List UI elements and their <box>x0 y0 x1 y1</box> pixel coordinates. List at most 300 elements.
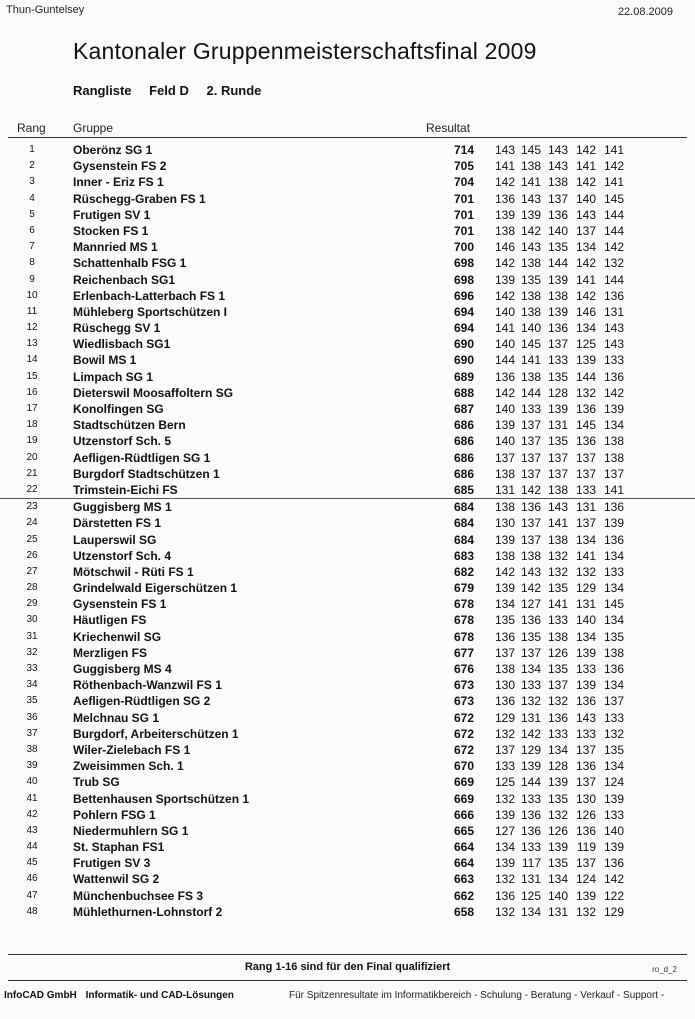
table-row <box>0 142 695 158</box>
row-rank: 9 <box>29 273 35 285</box>
row-group-name: Lauperswil SG <box>73 532 157 547</box>
row-score-5: 140 <box>603 823 624 838</box>
row-group-name: Gysenstein FS 1 <box>73 597 167 612</box>
row-score-3: 134 <box>547 742 568 757</box>
row-score-1: 142 <box>494 564 515 579</box>
row-score-1: 136 <box>494 369 515 384</box>
row-score-2: 133 <box>520 402 541 416</box>
row-score-1: 135 <box>494 613 515 628</box>
row-score-1: 132 <box>494 791 515 806</box>
table-row <box>0 352 695 368</box>
row-rank: 3 <box>29 176 35 188</box>
row-score-3: 139 <box>547 840 568 855</box>
table-row <box>0 807 695 823</box>
subtitle-field: Feld D <box>149 83 189 98</box>
table-row <box>0 239 695 255</box>
row-score-2: 137 <box>520 466 541 481</box>
row-score-3: 138 <box>547 175 568 190</box>
row-score-5: 138 <box>603 645 624 660</box>
row-total: 682 <box>453 564 474 579</box>
row-score-5: 135 <box>603 742 624 757</box>
row-rank: 44 <box>26 841 38 853</box>
row-score-2: 141 <box>520 175 541 190</box>
company-info <box>4 990 234 1001</box>
row-score-3: 134 <box>547 872 568 887</box>
row-group-name: Inner - Eriz FS 1 <box>73 175 164 190</box>
header-date: 22.08.2009 <box>617 6 673 18</box>
table-row <box>0 401 695 417</box>
row-score-3: 143 <box>547 159 568 174</box>
table-row <box>0 580 695 596</box>
row-score-3: 135 <box>547 856 568 871</box>
row-score-5: 142 <box>603 872 624 887</box>
row-score-4: 141 <box>575 548 596 563</box>
row-score-3: 136 <box>547 321 568 336</box>
row-group-name: Rüschegg SV 1 <box>73 321 161 336</box>
row-group-name: Rüschegg-Graben FS 1 <box>73 191 206 206</box>
row-score-4: 145 <box>575 418 596 433</box>
row-group-name: Trub SG <box>73 775 120 790</box>
table-row <box>0 288 695 304</box>
row-score-3: 140 <box>547 888 568 903</box>
row-group-name: Därstetten FS 1 <box>73 516 162 531</box>
row-score-4: 137 <box>575 516 596 531</box>
row-score-2: 142 <box>520 223 541 238</box>
row-score-4: 137 <box>575 856 596 871</box>
row-score-4: 140 <box>575 191 596 206</box>
row-score-1: 139 <box>494 807 515 822</box>
row-rank: 42 <box>26 808 38 820</box>
row-score-5: 122 <box>603 888 624 903</box>
row-score-3: 137 <box>547 191 568 206</box>
row-total: 664 <box>453 840 474 855</box>
row-score-2: 143 <box>520 564 541 579</box>
row-score-4: 139 <box>575 678 596 693</box>
row-score-2: 143 <box>520 191 541 206</box>
table-row <box>0 612 695 628</box>
row-score-4: 139 <box>575 645 596 660</box>
row-score-2: 138 <box>520 288 541 303</box>
row-score-1: 137 <box>494 645 515 660</box>
row-score-1: 142 <box>494 256 515 271</box>
table-row <box>0 661 695 677</box>
table-row <box>0 158 695 174</box>
table-row <box>0 548 695 564</box>
row-rank: 25 <box>26 533 38 545</box>
row-group-name: Erlenbach-Latterbach FS 1 <box>73 288 226 303</box>
row-score-2: 137 <box>520 450 541 465</box>
row-score-4: 126 <box>575 807 596 822</box>
row-total: 676 <box>453 662 474 676</box>
row-total: 684 <box>453 500 474 515</box>
table-row <box>0 223 695 239</box>
row-score-1: 141 <box>494 159 515 174</box>
row-rank: 11 <box>26 305 38 317</box>
table-row <box>0 304 695 320</box>
row-rank: 45 <box>26 857 38 869</box>
row-rank: 26 <box>26 549 38 561</box>
table-row <box>0 888 695 904</box>
column-header-result: Resultat <box>426 121 471 135</box>
row-score-1: 138 <box>494 548 515 563</box>
header-divider <box>8 137 687 138</box>
row-score-3: 143 <box>547 143 568 157</box>
row-score-4: 141 <box>575 159 596 174</box>
row-score-2: 129 <box>520 742 541 757</box>
row-score-1: 141 <box>494 321 515 336</box>
row-group-name: Kriechenwil SG <box>73 629 162 644</box>
row-score-4: 130 <box>575 791 596 806</box>
row-score-5: 131 <box>603 304 624 319</box>
row-total: 690 <box>453 337 474 352</box>
row-rank: 28 <box>26 582 38 594</box>
row-score-3: 138 <box>547 629 568 644</box>
row-rank: 14 <box>26 354 38 366</box>
row-score-3: 135 <box>547 434 568 449</box>
row-score-4: 142 <box>575 143 596 157</box>
column-header-rank: Rang <box>17 121 46 135</box>
row-rank: 40 <box>26 776 38 788</box>
row-score-3: 139 <box>547 272 568 287</box>
row-score-5: 145 <box>603 191 624 206</box>
row-rank: 27 <box>26 565 38 577</box>
row-group-name: Schattenhalb FSG 1 <box>73 256 187 271</box>
row-score-4: 136 <box>575 434 596 449</box>
row-rank: 10 <box>26 289 38 301</box>
row-score-3: 131 <box>547 418 568 433</box>
row-rank: 16 <box>26 386 38 398</box>
row-score-4: 137 <box>575 450 596 465</box>
row-total: 672 <box>453 726 474 741</box>
row-score-1: 136 <box>494 888 515 903</box>
row-score-4: 137 <box>575 466 596 481</box>
row-score-3: 126 <box>547 645 568 660</box>
row-score-3: 141 <box>547 597 568 612</box>
row-score-1: 127 <box>494 823 515 838</box>
row-score-5: 132 <box>603 256 624 271</box>
row-total: 678 <box>453 613 474 628</box>
row-score-4: 136 <box>575 759 596 774</box>
row-total: 698 <box>453 256 474 271</box>
footer-divider-bottom <box>8 980 687 981</box>
row-score-2: 137 <box>520 516 541 531</box>
row-score-1: 138 <box>494 662 515 676</box>
table-row <box>0 839 695 855</box>
row-total: 694 <box>453 304 474 319</box>
company-name: InfoCAD GmbH <box>4 990 77 1001</box>
row-group-name: Münchenbuchsee FS 3 <box>73 888 204 903</box>
row-score-1: 130 <box>494 516 515 531</box>
row-group-name: Pohlern FSG 1 <box>73 807 156 822</box>
row-score-4: 125 <box>575 337 596 352</box>
row-score-4: 137 <box>575 742 596 757</box>
row-score-4: 133 <box>575 662 596 676</box>
row-score-4: 146 <box>575 304 596 319</box>
table-row <box>0 710 695 726</box>
row-total: 688 <box>453 385 474 400</box>
header-location: Thun-Guntelsey <box>6 4 85 16</box>
row-score-4: 136 <box>575 694 596 709</box>
row-score-2: 135 <box>520 629 541 644</box>
row-rank: 19 <box>26 435 38 447</box>
row-total: 658 <box>453 904 474 919</box>
row-group-name: Burgdorf, Arbeiterschützen 1 <box>73 726 239 741</box>
row-score-5: 139 <box>603 516 624 531</box>
row-score-3: 137 <box>547 337 568 352</box>
row-score-5: 134 <box>603 613 624 628</box>
row-score-2: 139 <box>520 207 541 222</box>
row-score-1: 132 <box>494 872 515 887</box>
row-score-2: 131 <box>520 872 541 887</box>
row-total: 684 <box>453 532 474 547</box>
row-total: 714 <box>453 143 474 157</box>
page-subtitle <box>73 83 275 98</box>
row-score-1: 143 <box>494 143 515 157</box>
row-group-name: Limpach SG 1 <box>73 369 154 384</box>
row-group-name: Röthenbach-Wanzwil FS 1 <box>73 678 222 693</box>
row-total: 700 <box>453 240 474 255</box>
row-score-3: 133 <box>547 353 568 368</box>
row-score-3: 139 <box>547 775 568 790</box>
row-total: 685 <box>453 482 474 497</box>
row-group-name: Aefligen-Rüdtligen SG 2 <box>73 694 211 709</box>
row-total: 669 <box>453 775 474 790</box>
row-score-1: 142 <box>494 385 515 400</box>
row-score-3: 133 <box>547 613 568 628</box>
row-group-name: Grindelwald Eigerschützen 1 <box>73 581 238 596</box>
table-row <box>0 515 695 531</box>
row-score-4: 133 <box>575 726 596 741</box>
row-score-3: 132 <box>547 807 568 822</box>
row-total: 678 <box>453 597 474 612</box>
table-row <box>0 450 695 466</box>
row-score-4: 139 <box>575 353 596 368</box>
row-score-4: 142 <box>575 175 596 190</box>
row-total: 673 <box>453 694 474 709</box>
subtitle-round: 2. Runde <box>206 83 262 98</box>
row-score-5: 139 <box>603 840 624 855</box>
row-score-4: 137 <box>575 223 596 238</box>
row-score-2: 135 <box>520 272 541 287</box>
row-score-3: 135 <box>547 369 568 384</box>
row-score-3: 144 <box>547 256 568 271</box>
row-score-2: 136 <box>520 613 541 628</box>
row-score-4: 144 <box>575 369 596 384</box>
row-score-2: 137 <box>520 418 541 433</box>
row-score-2: 136 <box>520 807 541 822</box>
row-total: 664 <box>453 856 474 871</box>
row-score-4: 137 <box>575 775 596 790</box>
row-score-5: 144 <box>603 223 624 238</box>
row-score-1: 139 <box>494 207 515 222</box>
table-row <box>0 369 695 385</box>
row-score-3: 135 <box>547 581 568 596</box>
row-score-4: 134 <box>575 240 596 255</box>
row-score-5: 139 <box>603 791 624 806</box>
row-score-3: 131 <box>547 904 568 919</box>
row-total: 679 <box>453 581 474 596</box>
row-total: 662 <box>453 888 474 903</box>
row-score-4: 142 <box>575 256 596 271</box>
row-score-3: 141 <box>547 516 568 531</box>
row-score-2: 144 <box>520 385 541 400</box>
row-score-2: 140 <box>520 321 541 336</box>
row-score-1: 137 <box>494 742 515 757</box>
table-row <box>0 532 695 548</box>
row-score-5: 134 <box>603 581 624 596</box>
row-rank: 43 <box>26 824 38 836</box>
row-rank: 32 <box>26 646 38 658</box>
row-score-2: 137 <box>520 434 541 449</box>
row-score-3: 139 <box>547 402 568 416</box>
row-score-1: 130 <box>494 678 515 693</box>
row-rank: 46 <box>26 873 38 885</box>
row-group-name: Reichenbach SG1 <box>73 272 176 287</box>
row-group-name: Oberönz SG 1 <box>73 143 153 157</box>
row-group-name: Dieterswil Moosaffoltern SG <box>73 385 234 400</box>
table-row <box>0 433 695 449</box>
row-group-name: Guggisberg MS 1 <box>73 500 172 515</box>
row-score-3: 128 <box>547 385 568 400</box>
row-group-name: Frutigen SV 1 <box>73 207 151 222</box>
row-total: 696 <box>453 288 474 303</box>
row-group-name: Utzenstorf Sch. 5 <box>73 434 172 449</box>
row-score-2: 131 <box>520 710 541 725</box>
row-score-5: 142 <box>603 385 624 400</box>
row-score-5: 143 <box>603 337 624 352</box>
row-group-name: Zweisimmen Sch. 1 <box>73 759 184 774</box>
row-score-2: 125 <box>520 888 541 903</box>
row-rank: 6 <box>29 224 35 236</box>
table-row <box>0 272 695 288</box>
qualification-note: Rang 1-16 sind für den Final qualifiziert <box>244 961 451 973</box>
row-score-2: 117 <box>521 856 541 871</box>
row-group-name: Mühlethurnen-Lohnstorf 2 <box>73 904 223 919</box>
row-rank: 22 <box>26 483 38 495</box>
table-row <box>0 320 695 336</box>
row-score-1: 133 <box>494 759 515 774</box>
row-score-4: 134 <box>575 629 596 644</box>
row-score-5: 133 <box>603 710 624 725</box>
row-score-5: 132 <box>603 726 624 741</box>
row-score-5: 135 <box>603 629 624 644</box>
row-score-2: 145 <box>520 143 541 157</box>
row-score-3: 136 <box>547 710 568 725</box>
row-score-3: 143 <box>547 500 568 515</box>
row-score-4: 133 <box>575 482 596 497</box>
row-score-3: 138 <box>547 532 568 547</box>
table-row <box>0 499 695 515</box>
row-rank: 2 <box>29 160 35 172</box>
row-total: 686 <box>453 434 474 449</box>
row-score-5: 144 <box>603 272 624 287</box>
row-score-2: 138 <box>520 159 541 174</box>
row-group-name: Merzligen FS <box>73 645 148 660</box>
row-score-2: 138 <box>520 369 541 384</box>
row-score-3: 135 <box>547 240 568 255</box>
row-score-4: 134 <box>575 321 596 336</box>
row-score-4: 131 <box>575 500 596 515</box>
table-row <box>0 466 695 482</box>
row-score-4: 124 <box>575 872 596 887</box>
row-score-1: 136 <box>494 629 515 644</box>
row-score-2: 142 <box>520 581 541 596</box>
row-score-5: 138 <box>603 434 624 449</box>
table-row <box>0 417 695 433</box>
row-score-1: 140 <box>494 402 515 416</box>
table-row <box>0 174 695 190</box>
row-score-3: 135 <box>547 662 568 676</box>
table-row <box>0 742 695 758</box>
table-row <box>0 385 695 401</box>
row-score-1: 146 <box>494 240 515 255</box>
table-row <box>0 191 695 207</box>
row-score-4: 132 <box>575 564 596 579</box>
row-score-1: 139 <box>494 856 515 871</box>
table-row <box>0 904 695 920</box>
row-score-2: 144 <box>520 775 541 790</box>
row-score-5: 144 <box>603 207 624 222</box>
row-score-5: 141 <box>603 482 624 497</box>
row-rank: 41 <box>26 792 38 804</box>
row-rank: 23 <box>26 501 38 513</box>
row-score-2: 134 <box>520 662 541 676</box>
row-rank: 1 <box>29 144 35 155</box>
table-row <box>0 791 695 807</box>
row-group-name: Wiler-Zielebach FS 1 <box>73 742 191 757</box>
row-rank: 20 <box>26 451 38 463</box>
row-rank: 12 <box>26 322 38 334</box>
row-score-1: 140 <box>494 337 515 352</box>
row-score-1: 138 <box>494 466 515 481</box>
row-score-2: 134 <box>520 904 541 919</box>
row-score-4: 129 <box>575 581 596 596</box>
row-total: 687 <box>453 402 474 416</box>
row-score-3: 132 <box>547 694 568 709</box>
row-score-2: 138 <box>520 304 541 319</box>
row-score-1: 142 <box>494 175 515 190</box>
table-row <box>0 758 695 774</box>
table-row <box>0 564 695 580</box>
row-group-name: Häutligen FS <box>73 613 147 628</box>
row-rank: 18 <box>26 419 38 431</box>
row-total: 670 <box>453 759 474 774</box>
table-row <box>0 693 695 709</box>
row-score-5: 142 <box>603 159 624 174</box>
row-score-4: 141 <box>575 272 596 287</box>
row-score-3: 135 <box>547 791 568 806</box>
row-score-2: 142 <box>520 482 541 497</box>
row-score-1: 139 <box>494 581 515 596</box>
row-total: 663 <box>453 872 474 887</box>
row-rank: 34 <box>26 679 38 691</box>
row-score-1: 132 <box>494 904 515 919</box>
row-group-name: Niedermuhlern SG 1 <box>73 823 189 838</box>
row-score-5: 143 <box>603 321 624 336</box>
row-score-2: 132 <box>520 694 541 709</box>
table-row <box>0 726 695 742</box>
row-score-3: 137 <box>547 678 568 693</box>
row-rank: 37 <box>26 727 38 739</box>
table-row <box>0 871 695 887</box>
row-total: 666 <box>453 807 474 822</box>
row-score-3: 132 <box>547 548 568 563</box>
row-score-5: 134 <box>603 678 624 693</box>
row-score-2: 136 <box>520 823 541 838</box>
row-group-name: Aefligen-Rüdtligen SG 1 <box>73 450 211 465</box>
row-score-1: 129 <box>494 710 515 725</box>
row-group-name: Bettenhausen Sportschützen 1 <box>73 791 250 806</box>
